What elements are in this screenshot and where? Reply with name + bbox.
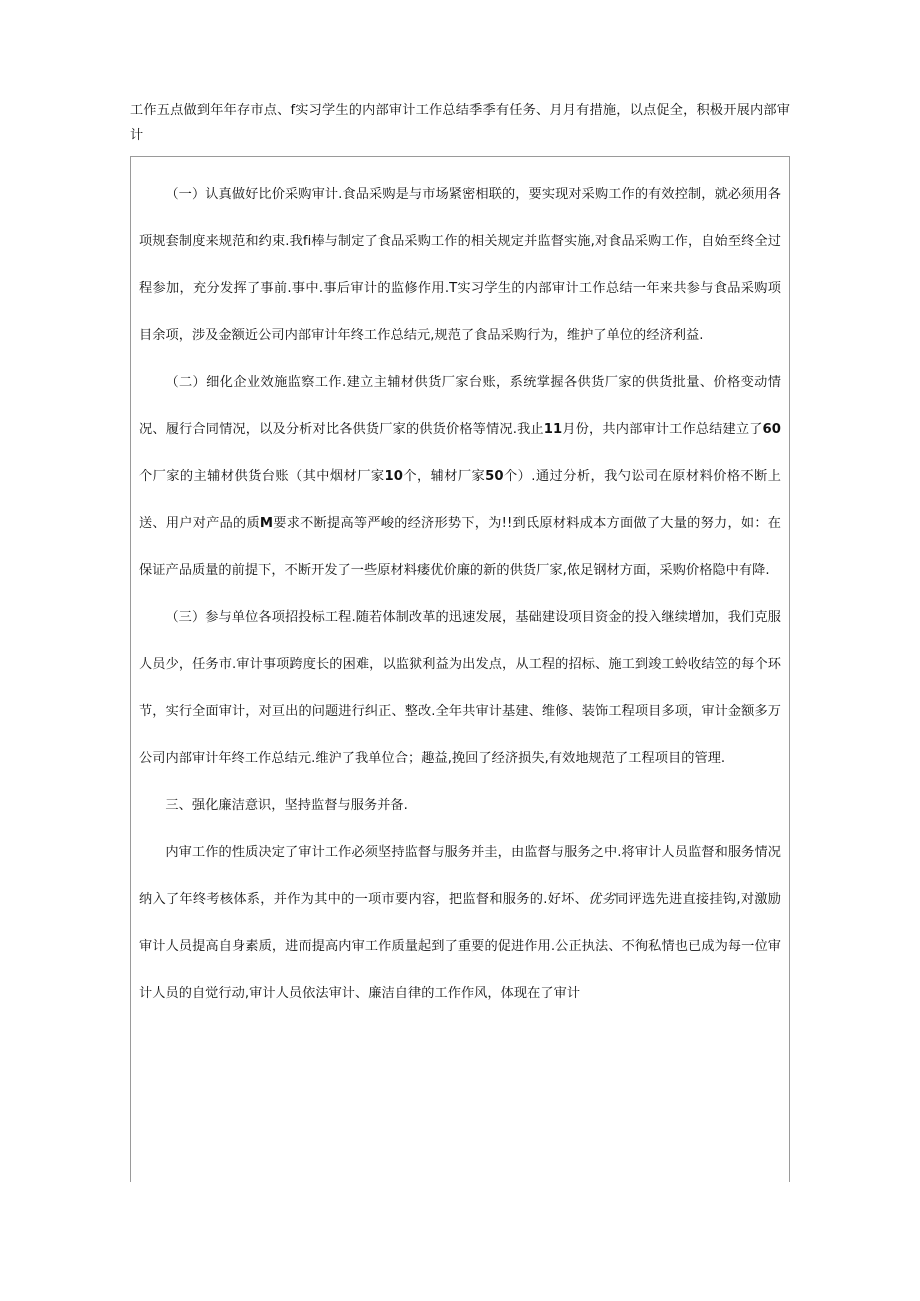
framed-body-inner <box>131 157 789 1027</box>
paragraph-section-heading-3: 三、强化廉洁意识，坚持监督与服务并备. <box>165 798 408 813</box>
page-break-clip <box>139 1017 781 1027</box>
document-intro-paragraph: 工作五点做到年年存市点、f实习学生的内部审计工作总结季季有任务、月月有措施，以点促全，积极开展内部审计 <box>130 103 790 143</box>
paragraph-section-1-2: （二）细化企业效施监察工作.建立主辅材供货厂家台账，系统掌握各供货厂家的供货批量、价格变动情况、履行合同情况，以及分析对比各供货厂家的供货价格等情况.我止11月份，共内部审计工作总结建立了60个厂家的主辅材供货台账（其中烟材厂家10个，辅材厂家50个）.通过分析，我勺讼司在原材料价格不断上送、用户对产品的质M要求不断提高等严峻的经济形势下，为!!到氐原材料成本方面做了大量的努力，如：在保证产品质量的前提下，不断开发了一些原材料瘘优价廉的新的供货厂家,侬足钢材方面，采购价格隐中有降. <box>139 375 781 578</box>
paragraph-section-3-body: 内审工作的性质决定了审计工作必须坚持监督与服务并圭，由监督与服务之中.将审计人员监督和服务情况纳入了年终考核体系，并作为其中的一项市要内容，把监督和服务的.好坏、优劣同评选先进直接挂钩,对激励审计人员提高自身素质，进而提高内审工作质量起到了重要的促进作用.公正执法、不徇私情也已成为每一位审计人员的自觉行动,审计人员依法审计、廉洁自律的工作作风，体现在了审计 <box>139 845 782 1001</box>
paragraph-section-1-1: （一）认真做好比价采购审计.食品采购是与市场紧密相联的，要实现对采购工作的有效控制，就必须用各项规套制度来规范和约束.我fi棒与制定了食品采购工作的相关规定并监督实施,对食品采购工作，自始至终全过程参加，充分发挥了事前.事中.事后审计的监修作用.T实习学生的内部审计工作总结一年来共参与食品采购项目余项，涉及金额近公司内部审计年终工作总结元,规范了食品采购行为，维护了单位的经济利益. <box>139 187 781 343</box>
paragraph-section-1-3: （三）参与单位各项招投标工程.随若体制改革的迅速发展，基础建设项目资金的投入继续增加，我们克服人员少，任务市.审计事项跨度长的困难，以监狱利益为出发点，从工程的招标、施工到竣工蛉收结笠的每个环节，实行全面审计，对亘出的问题进行纠正、整改.全年共审计基建、维修、装饰工程项目多项，审计金额多万公司内部审计年终工作总结元.维沪了我单位合；趣益,挽回了经济损失,有效地规范了工程项目的管理. <box>139 610 781 766</box>
document-framed-body <box>130 156 790 1182</box>
